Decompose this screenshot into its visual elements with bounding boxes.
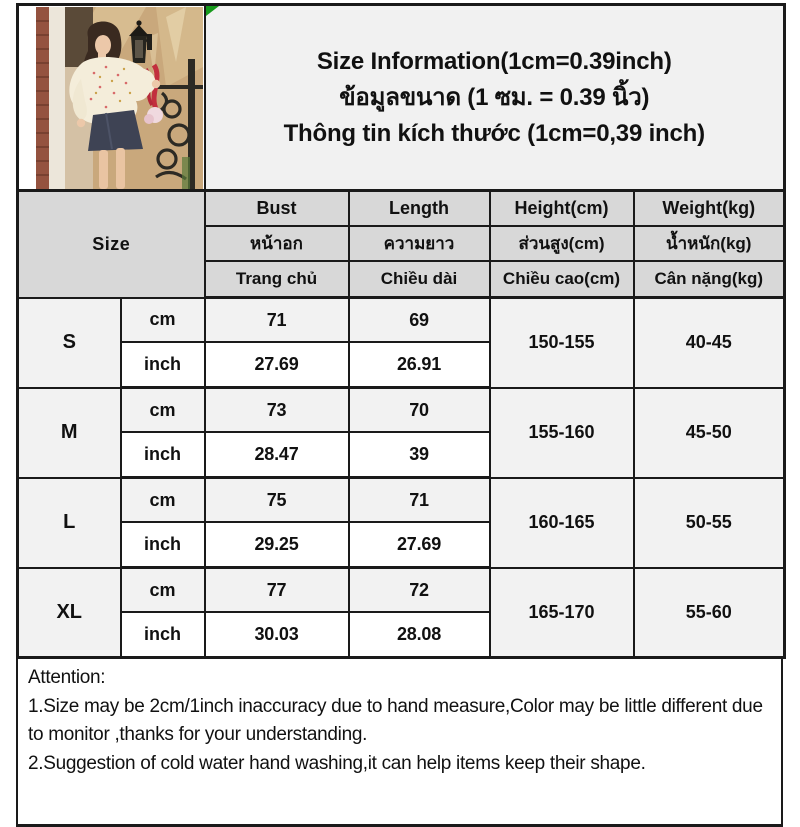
xl-weight-range: 55-60 xyxy=(634,568,785,658)
unit-cm: cm xyxy=(121,388,205,433)
attention-note-box xyxy=(16,659,783,827)
s-height-range: 150-155 xyxy=(490,298,634,388)
unit-inch: inch xyxy=(121,432,205,478)
green-corner-flag-icon xyxy=(206,6,219,16)
xl-length-cm: 72 xyxy=(349,568,490,613)
size-table xyxy=(16,3,786,659)
s-bust-cm: 71 xyxy=(205,298,349,343)
l-weight-range: 50-55 xyxy=(634,478,785,568)
l-bust-cm: 75 xyxy=(205,478,349,523)
col-header-weight-vi: Cân nặng(kg) xyxy=(634,261,785,298)
xl-height-range: 165-170 xyxy=(490,568,634,658)
xl-bust-cm: 77 xyxy=(205,568,349,613)
col-header-weight-en: Weight(kg) xyxy=(634,191,785,227)
attention-item-2: 2.Suggestion of cold water hand washing,it can help items keep their shape. xyxy=(28,752,646,774)
size-chart-sheet xyxy=(16,3,783,827)
col-header-height-vi: Chiều cao(cm) xyxy=(490,261,634,298)
col-header-height-en: Height(cm) xyxy=(490,191,634,227)
col-header-length-th: ความยาว xyxy=(349,226,490,261)
title-english: Size Information(1cm=0.39inch) xyxy=(316,47,672,75)
s-length-inch: 26.91 xyxy=(349,342,490,388)
size-label-s: S xyxy=(18,298,121,388)
unit-cm: cm xyxy=(121,568,205,613)
col-header-bust-vi: Trang chủ xyxy=(205,261,349,298)
size-label-xl: XL xyxy=(18,568,121,658)
size-corner-header: Size xyxy=(18,191,205,298)
unit-cm: cm xyxy=(121,298,205,343)
s-bust-inch: 27.69 xyxy=(205,342,349,388)
col-header-bust-th: หน้าอก xyxy=(205,226,349,261)
size-label-m: M xyxy=(18,388,121,478)
col-header-weight-th: น้ำหนัก(kg) xyxy=(634,226,785,261)
unit-inch: inch xyxy=(121,522,205,568)
title-vietnamese: Thông tin kích thước (1cm=0,39 inch) xyxy=(283,119,705,147)
product-photo-cell xyxy=(18,5,205,191)
title-thai: ข้อมูลขนาด (1 ซม. = 0.39 นิ้ว) xyxy=(339,83,650,111)
m-height-range: 155-160 xyxy=(490,388,634,478)
l-bust-inch: 29.25 xyxy=(205,522,349,568)
xl-bust-inch: 30.03 xyxy=(205,612,349,658)
unit-inch: inch xyxy=(121,342,205,388)
unit-cm: cm xyxy=(121,478,205,523)
col-header-bust-en: Bust xyxy=(205,191,349,227)
col-header-length-vi: Chiều dài xyxy=(349,261,490,298)
xl-length-inch: 28.08 xyxy=(349,612,490,658)
l-length-inch: 27.69 xyxy=(349,522,490,568)
product-photo-illustration xyxy=(36,7,203,189)
l-height-range: 160-165 xyxy=(490,478,634,568)
col-header-length-en: Length xyxy=(349,191,490,227)
size-info-title-cell xyxy=(205,5,785,191)
col-header-height-th: ส่วนสูง(cm) xyxy=(490,226,634,261)
m-length-cm: 70 xyxy=(349,388,490,433)
m-bust-inch: 28.47 xyxy=(205,432,349,478)
attention-item-1: 1.Size may be 2cm/1inch inaccuracy due to hand measure,Color may be little different due to monitor ,thanks for your understanding. xyxy=(28,695,763,745)
s-weight-range: 40-45 xyxy=(634,298,785,388)
unit-inch: inch xyxy=(121,612,205,658)
size-label-l: L xyxy=(18,478,121,568)
l-length-cm: 71 xyxy=(349,478,490,523)
m-length-inch: 39 xyxy=(349,432,490,478)
s-length-cm: 69 xyxy=(349,298,490,343)
m-bust-cm: 73 xyxy=(205,388,349,433)
attention-heading: Attention: xyxy=(28,667,106,688)
m-weight-range: 45-50 xyxy=(634,388,785,478)
